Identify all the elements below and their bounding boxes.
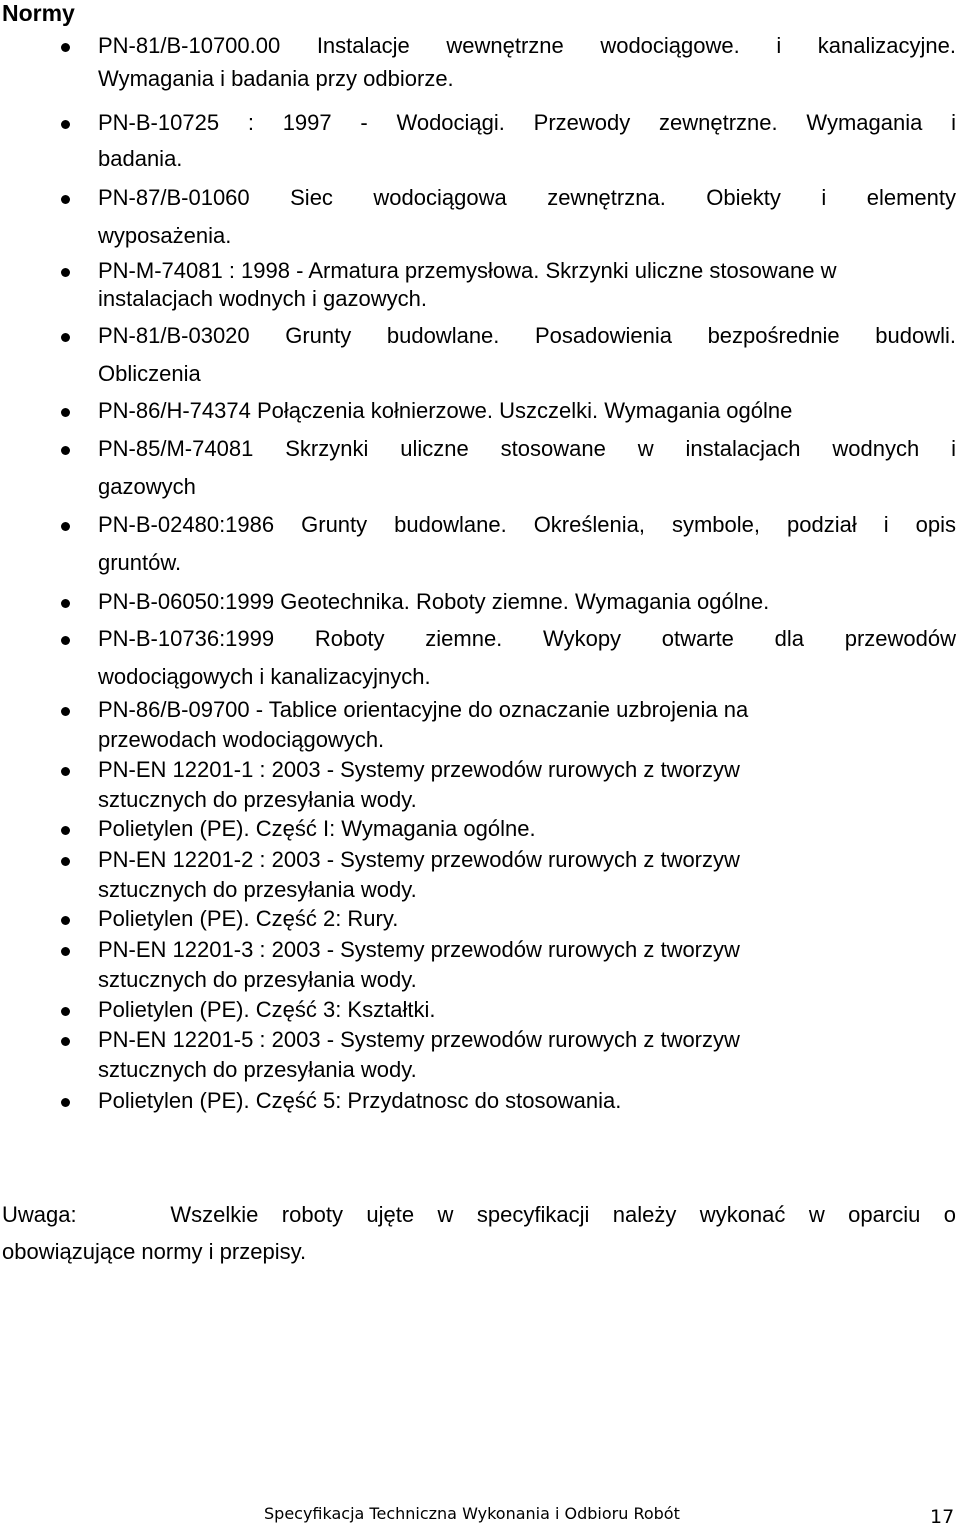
list-item-text: Polietylen (PE). Część I: Wymagania ogólne. <box>98 816 536 841</box>
bullet-icon <box>61 195 70 204</box>
list-item-text: PN-B-02480:1986 Grunty budowlane. Określenia, symbole, podział i opis <box>98 512 956 537</box>
bullet-icon <box>61 599 70 608</box>
list-item-text: badania. <box>98 146 183 171</box>
bullet-icon <box>61 826 70 835</box>
bullet-icon <box>61 1037 70 1046</box>
bullet-icon <box>61 707 70 716</box>
list-item-text: Obliczenia <box>98 361 201 386</box>
list-item-text: PN-85/M-74081 Skrzynki uliczne stosowane w instalacjach wodnych i <box>98 436 956 461</box>
list-item-text: PN-EN 12201-2 : 2003 - Systemy przewodów rurowych z tworzyw <box>98 847 740 872</box>
bullet-icon <box>61 1007 70 1016</box>
bullet-icon <box>61 268 70 277</box>
list-item-text: Polietylen (PE). Część 3: Kształtki. <box>98 997 436 1022</box>
list-item-text: PN-M-74081 : 1998 - Armatura przemysłowa. Skrzynki uliczne stosowane w <box>98 258 837 283</box>
bullet-icon <box>61 1098 70 1107</box>
list-item-text: PN-86/H-74374 Połączenia kołnierzowe. Uszczelki. Wymagania ogólne <box>98 398 793 423</box>
list-item-text: sztucznych do przesyłania wody. <box>98 877 417 902</box>
bullet-icon <box>61 408 70 417</box>
list-item-text: PN-B-06050:1999 Geotechnika. Roboty ziemne. Wymagania ogólne. <box>98 589 770 614</box>
list-item-text: PN-EN 12201-3 : 2003 - Systemy przewodów rurowych z tworzyw <box>98 937 740 962</box>
bullet-icon <box>61 333 70 342</box>
bullet-icon <box>61 857 70 866</box>
list-item-text: Polietylen (PE). Część 5: Przydatnosc do stosowania. <box>98 1088 622 1113</box>
bullet-icon <box>61 43 70 52</box>
note-text: obowiązujące normy i przepisy. <box>2 1239 307 1264</box>
bullet-icon <box>61 446 70 455</box>
note-text: Uwaga: Wszelkie roboty ujęte w specyfikacji należy wykonać w oparciu o <box>2 1202 956 1227</box>
bullet-icon <box>61 522 70 531</box>
list-item-text: PN-87/B-01060 Siec wodociągowa zewnętrzna. Obiekty i elementy <box>98 185 956 210</box>
list-item-text: Polietylen (PE). Część 2: Rury. <box>98 906 399 931</box>
list-item-text: PN-B-10736:1999 Roboty ziemne. Wykopy otwarte dla przewodów <box>98 626 956 651</box>
list-item-text: sztucznych do przesyłania wody. <box>98 1057 417 1082</box>
bullet-icon <box>61 767 70 776</box>
list-item-text: sztucznych do przesyłania wody. <box>98 787 417 812</box>
list-item-text: PN-B-10725 : 1997 - Wodociągi. Przewody zewnętrzne. Wymagania i <box>98 110 956 135</box>
list-item-text: przewodach wodociągowych. <box>98 727 385 752</box>
bullet-icon <box>61 947 70 956</box>
bullet-icon <box>61 636 70 645</box>
section-heading: Normy <box>2 0 75 26</box>
bullet-icon <box>61 916 70 925</box>
list-item-text: wodociągowych i kanalizacyjnych. <box>98 664 431 689</box>
list-item-text: instalacjach wodnych i gazowych. <box>98 286 427 311</box>
list-item-text: PN-EN 12201-1 : 2003 - Systemy przewodów rurowych z tworzyw <box>98 757 740 782</box>
list-item-text: wyposażenia. <box>98 223 232 248</box>
list-item-text: PN-EN 12201-5 : 2003 - Systemy przewodów rurowych z tworzyw <box>98 1027 740 1052</box>
footer-title: Specyfikacja Techniczna Wykonania i Odbioru Robót <box>264 1504 680 1523</box>
page-number: 17 <box>930 1506 955 1528</box>
bullet-icon <box>61 120 70 129</box>
list-item-text: gruntów. <box>98 550 182 575</box>
list-item-text: gazowych <box>98 474 196 499</box>
list-item-text: Wymagania i badania przy odbiorze. <box>98 66 454 91</box>
list-item-text: PN-81/B-03020 Grunty budowlane. Posadowienia bezpośrednie budowli. <box>98 323 956 348</box>
list-item-text: PN-86/B-09700 - Tablice orientacyjne do oznaczanie uzbrojenia na <box>98 697 749 722</box>
list-item-text: sztucznych do przesyłania wody. <box>98 967 417 992</box>
list-item-text: PN-81/B-10700.00 Instalacje wewnętrzne wodociągowe. i kanalizacyjne. <box>98 33 956 58</box>
